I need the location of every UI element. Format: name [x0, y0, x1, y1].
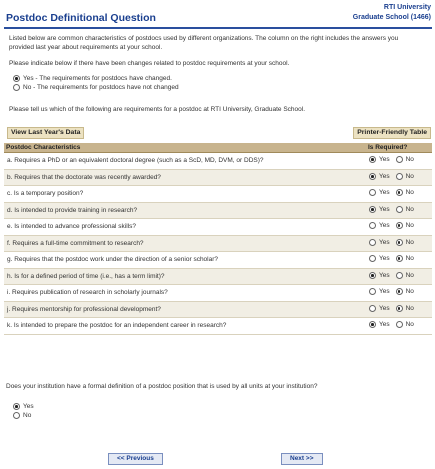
- characteristic-text: e. Is intended to advance professional skills?: [4, 219, 366, 236]
- radio-button[interactable]: [369, 288, 376, 295]
- required-cell: [366, 285, 432, 302]
- changes-option-yes[interactable]: [13, 75, 172, 82]
- required-option-label: No: [405, 205, 414, 213]
- required-option-label: Yes: [379, 189, 390, 197]
- formal-option-label: No: [23, 412, 32, 419]
- radio-button[interactable]: [369, 255, 376, 262]
- required-option-label: Yes: [379, 238, 390, 246]
- required-option-label: Yes: [379, 156, 390, 164]
- required-option-yes[interactable]: [369, 305, 390, 312]
- required-option-label: No: [405, 156, 414, 164]
- characteristic-text: j. Requires mentorship for professional development?: [4, 301, 366, 318]
- changes-prompt: Please indicate below if there have been changes related to postdoc requirements at your school.: [9, 60, 290, 67]
- required-cell: [366, 153, 432, 170]
- requirements-table: [4, 143, 432, 335]
- required-option-no[interactable]: [396, 173, 414, 180]
- table-row: [4, 153, 432, 170]
- required-cell: [366, 268, 432, 285]
- previous-button[interactable]: << Previous: [108, 453, 163, 465]
- radio-button[interactable]: [369, 272, 376, 279]
- table-row: [4, 285, 432, 302]
- required-option-label: No: [405, 321, 414, 329]
- required-option-no[interactable]: [396, 206, 414, 213]
- required-option-label: No: [405, 255, 414, 263]
- required-option-label: No: [405, 288, 414, 296]
- characteristic-text: g. Requires that the postdoc work under the direction of a senior scholar?: [4, 252, 366, 269]
- radio-button[interactable]: [396, 173, 403, 180]
- institution-name: RTI University: [383, 4, 431, 11]
- required-option-no[interactable]: [396, 321, 414, 328]
- required-cell: [366, 301, 432, 318]
- required-option-yes[interactable]: [369, 189, 390, 196]
- required-option-yes[interactable]: [369, 288, 390, 295]
- radio-button[interactable]: [13, 403, 20, 410]
- table-row: [4, 202, 432, 219]
- table-header-row: [4, 143, 432, 153]
- radio-button[interactable]: [396, 272, 403, 279]
- characteristic-text: h. Is for a defined period of time (i.e., has a term limit)?: [4, 268, 366, 285]
- required-option-label: Yes: [379, 271, 390, 279]
- required-option-label: Yes: [379, 255, 390, 263]
- radio-button[interactable]: [369, 206, 376, 213]
- table-row: [4, 268, 432, 285]
- required-option-no[interactable]: [396, 156, 414, 163]
- formal-definition-question: Does your institution have a formal definition of a postdoc position that is used by all units at your institution?: [6, 383, 318, 390]
- required-cell: [366, 318, 432, 335]
- characteristic-text: c. Is a temporary position?: [4, 186, 366, 203]
- radio-button[interactable]: [369, 173, 376, 180]
- radio-button[interactable]: [369, 156, 376, 163]
- required-cell: [366, 202, 432, 219]
- required-option-label: Yes: [379, 172, 390, 180]
- required-option-label: No: [405, 271, 414, 279]
- characteristic-text: i. Requires publication of research in scholarly journals?: [4, 285, 366, 302]
- view-last-year-button[interactable]: View Last Year's Data: [7, 127, 84, 139]
- required-option-label: Yes: [379, 205, 390, 213]
- required-option-yes[interactable]: [369, 156, 390, 163]
- required-option-yes[interactable]: [369, 206, 390, 213]
- required-option-yes[interactable]: [369, 239, 390, 246]
- changes-option-no[interactable]: [13, 84, 179, 91]
- radio-button[interactable]: [396, 255, 403, 262]
- required-option-no[interactable]: [396, 189, 414, 196]
- required-option-label: No: [405, 238, 414, 246]
- required-cell: [366, 219, 432, 236]
- radio-button[interactable]: [396, 156, 403, 163]
- formal-option-yes[interactable]: [13, 403, 34, 410]
- changes-option-label: No - The requirements for postdocs have not changed: [23, 84, 179, 91]
- characteristic-text: f. Requires a full-time commitment to research?: [4, 235, 366, 252]
- required-option-yes[interactable]: [369, 222, 390, 229]
- required-option-no[interactable]: [396, 272, 414, 279]
- formal-option-no[interactable]: [13, 412, 31, 419]
- table-row: [4, 252, 432, 269]
- required-option-yes[interactable]: [369, 272, 390, 279]
- intro-text: Listed below are common characteristics of postdocs used by different organizations. The column on the right includes the answers you provided last year about requirements at your school.: [9, 35, 399, 51]
- radio-button[interactable]: [13, 75, 20, 82]
- page-title: Postdoc Definitional Question: [6, 12, 156, 24]
- required-option-label: Yes: [379, 321, 390, 329]
- required-option-label: Yes: [379, 222, 390, 230]
- characteristic-text: b. Requires that the doctorate was recently awarded?: [4, 169, 366, 186]
- column-header-characteristics: Postdoc Characteristics: [4, 143, 366, 153]
- required-option-label: No: [405, 304, 414, 312]
- radio-button[interactable]: [396, 288, 403, 295]
- table-row: [4, 301, 432, 318]
- required-option-no[interactable]: [396, 288, 414, 295]
- radio-button[interactable]: [396, 321, 403, 328]
- radio-button[interactable]: [369, 239, 376, 246]
- required-option-yes[interactable]: [369, 255, 390, 262]
- radio-button[interactable]: [13, 84, 20, 91]
- required-cell: [366, 252, 432, 269]
- changes-option-label: Yes - The requirements for postdocs have changed.: [23, 75, 172, 82]
- header-divider: [4, 27, 432, 29]
- table-row: [4, 186, 432, 203]
- radio-button[interactable]: [369, 305, 376, 312]
- required-option-no[interactable]: [396, 239, 414, 246]
- radio-button[interactable]: [369, 222, 376, 229]
- institution-info: [353, 3, 431, 23]
- table-row: [4, 219, 432, 236]
- radio-button[interactable]: [369, 189, 376, 196]
- required-option-no[interactable]: [396, 305, 414, 312]
- required-option-yes[interactable]: [369, 173, 390, 180]
- required-cell: [366, 186, 432, 203]
- characteristic-text: k. Is intended to prepare the postdoc for an independent career in research?: [4, 318, 366, 335]
- required-option-yes[interactable]: [369, 321, 390, 328]
- required-cell: [366, 235, 432, 252]
- requirements-prompt: Please tell us which of the following are requirements for a postdoc at RTI University, Graduate School.: [9, 106, 306, 113]
- printer-friendly-button[interactable]: Printer-Friendly Table: [353, 127, 431, 139]
- required-option-label: No: [405, 222, 414, 230]
- radio-button[interactable]: [396, 239, 403, 246]
- required-option-label: No: [405, 189, 414, 197]
- radio-button[interactable]: [13, 412, 20, 419]
- radio-button[interactable]: [369, 321, 376, 328]
- table-row: [4, 169, 432, 186]
- radio-button[interactable]: [396, 222, 403, 229]
- radio-button[interactable]: [396, 189, 403, 196]
- required-option-label: Yes: [379, 304, 390, 312]
- next-button[interactable]: Next >>: [281, 453, 323, 465]
- required-option-no[interactable]: [396, 255, 414, 262]
- required-option-label: Yes: [379, 288, 390, 296]
- radio-button[interactable]: [396, 305, 403, 312]
- required-option-label: No: [405, 172, 414, 180]
- characteristic-text: d. Is intended to provide training in research?: [4, 202, 366, 219]
- required-option-no[interactable]: [396, 222, 414, 229]
- characteristic-text: a. Requires a PhD or an equivalent doctoral degree (such as a ScD, MD, DVM, or DDS)?: [4, 153, 366, 170]
- radio-button[interactable]: [396, 206, 403, 213]
- table-row: [4, 318, 432, 335]
- column-header-required: Is Required?: [366, 143, 432, 153]
- institution-unit: Graduate School (1466): [352, 14, 431, 21]
- formal-option-label: Yes: [23, 403, 34, 410]
- required-cell: [366, 169, 432, 186]
- table-body: [4, 153, 432, 335]
- table-row: [4, 235, 432, 252]
- page-header: [0, 0, 435, 27]
